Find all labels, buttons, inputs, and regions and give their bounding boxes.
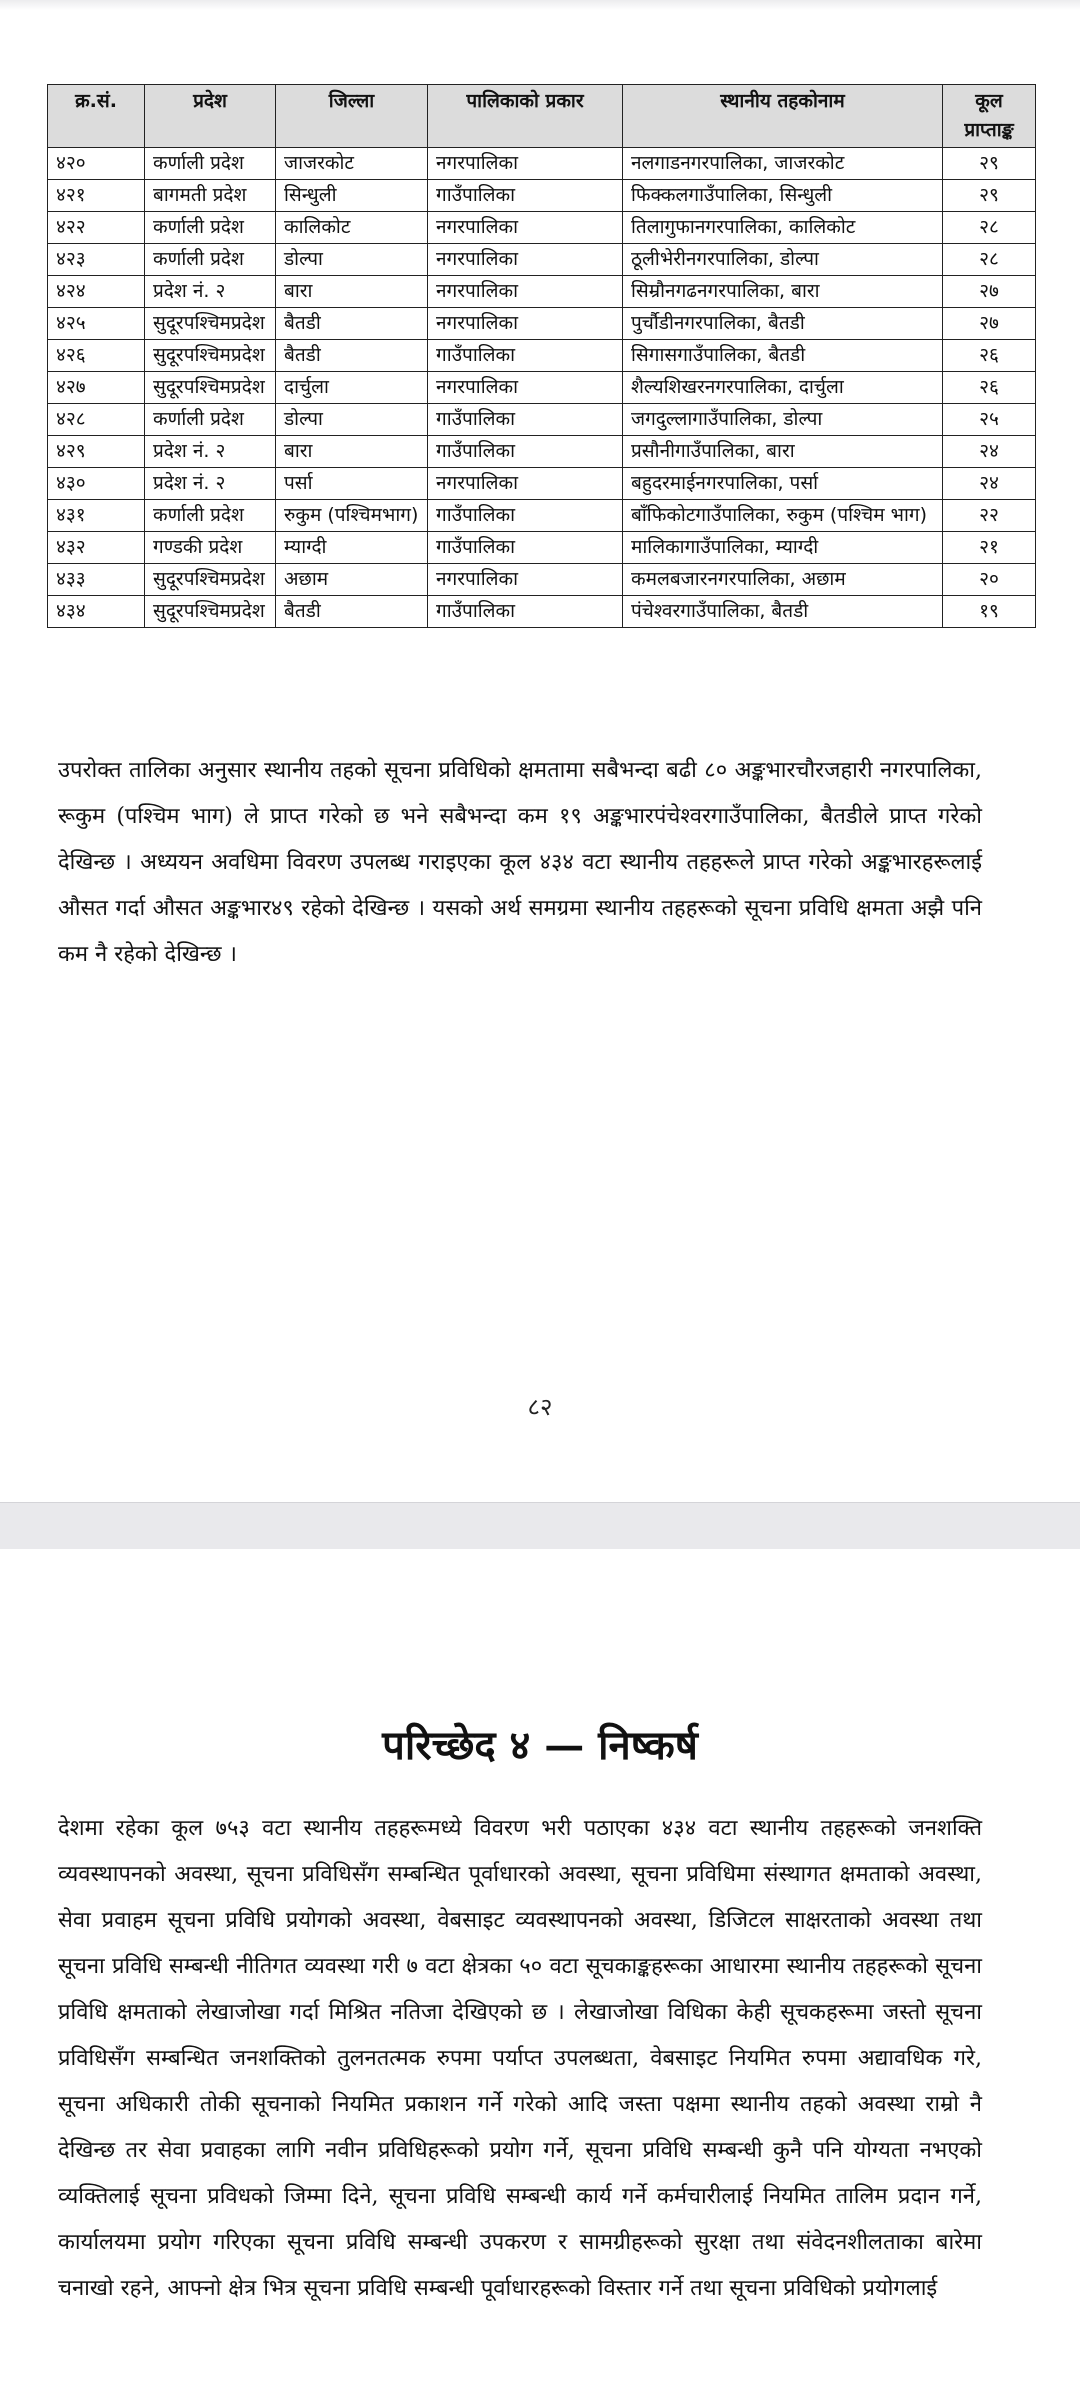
conclusion-paragraph: देशमा रहेका कूल ७५३ वटा स्थानीय तहहरूमध्ये विवरण भरी पठाएका ४३४ वटा स्थानीय तहहरूको जनशक्ति व्यवस्थापनको अवस्था, सूचना प्रविधिसँग सम्बन्धित पूर्वाधारको अवस्था, सूचना प्रविधिमा संस्थागत क्षमताको अवस्था, सेवा प्रवाहम सूचना प्रविधि प्रयोगको अवस्था, वेबसाइट व्यवस्थापनको अवस्था, डिजिटल साक्षरताको अवस्था तथा सूचना प्रविधि सम्बन्धी नीतिगत व्यवस्था गरी ७ वटा क्षेत्रका ५० वटा सूचकाङ्कहरूका आधारमा स्थानीय तहहरूको सूचना प्रविधि क्षमताको लेखाजोखा गर्दा मिश्रित नतिजा देखिएको छ । लेखाजोखा विधिका केही सूचकहरूमा जस्तो सूचना प्रविधिसँग सम्बन्धित जनशक्तिको तुलनतत्मक रुपमा पर्याप्त उपलब्धता, वेबसाइट नियमित रुपमा अद्यावधिक गरे, सूचना अधिकारी तोकी सूचनाको नियमित प्रकाशन गर्ने गरेको आदि जस्ता पक्षमा स्थानीय तहको अवस्था राम्रो नै देखिन्छ तर सेवा प्रवाहका लागि नवीन प्रविधिहरूको प्रयोग गर्ने, सूचना प्रविधि सम्बन्धी कुनै पनि योग्यता नभएको व्यक्तिलाई सूचना प्रविधको जिम्मा दिने, सूचना प्रविधि सम्बन्धी कार्य गर्ने कर्मचारीलाई नियमित तालिम प्रदान गर्ने, कार्यालयमा प्रयोग गरिएका सूचना प्रविधि सम्बन्धी उपकरण र सामग्रीहरूको सुरक्षा तथा संवेदनशीलताका बारेमा चनाखो रहने, आफ्नो क्षेत्र भित्र सूचना प्रविधि सम्बन्धी पूर्वाधारहरूको विस्तार गर्ने तथा सूचना प्रविधिको प्रयोगलाई <box>58 1816 982 2301</box>
cell-total-score: २१ <box>943 532 1036 564</box>
cell-district: बैतडी <box>276 340 428 372</box>
cell-serial: ४२४ <box>48 276 145 308</box>
cell-district: म्याग्दी <box>276 532 428 564</box>
cell-serial: ४२७ <box>48 372 145 404</box>
cell-province: कर्णाली प्रदेश <box>145 244 276 276</box>
cell-province: बागमती प्रदेश <box>145 180 276 212</box>
cell-province: कर्णाली प्रदेश <box>145 500 276 532</box>
cell-province: सुदूरपश्चिमप्रदेश <box>145 372 276 404</box>
table-header-row <box>48 85 1036 148</box>
cell-municipality-type: गाउँपालिका <box>428 596 623 628</box>
cell-local-level-name: मालिकागाउँपालिका, म्याग्दी <box>623 532 943 564</box>
cell-serial: ४२१ <box>48 180 145 212</box>
cell-local-level-name: तिलागुफानगरपालिका, कालिकोट <box>623 212 943 244</box>
table-row <box>48 436 1036 468</box>
cell-local-level-name: जगदुल्लागाउँपालिका, डोल्पा <box>623 404 943 436</box>
cell-total-score: २४ <box>943 436 1036 468</box>
cell-district: सिन्धुली <box>276 180 428 212</box>
cell-local-level-name: फिक्कलगाउँपालिका, सिन्धुली <box>623 180 943 212</box>
page-number: ८२ <box>527 1393 553 1421</box>
cell-district: डोल्पा <box>276 404 428 436</box>
cell-municipality-type: नगरपालिका <box>428 244 623 276</box>
table-row <box>48 564 1036 596</box>
cell-total-score: १९ <box>943 596 1036 628</box>
cell-local-level-name: पुर्चौडीनगरपालिका, बैतडी <box>623 308 943 340</box>
cell-local-level-name: ठूलीभेरीनगरपालिका, डोल्पा <box>623 244 943 276</box>
cell-municipality-type: नगरपालिका <box>428 372 623 404</box>
cell-total-score: २९ <box>943 180 1036 212</box>
table-row <box>48 276 1036 308</box>
cell-municipality-type: नगरपालिका <box>428 212 623 244</box>
cell-province: सुदूरपश्चिमप्रदेश <box>145 596 276 628</box>
cell-serial: ४३३ <box>48 564 145 596</box>
cell-local-level-name: नलगाडनगरपालिका, जाजरकोट <box>623 148 943 180</box>
document-page-2 <box>0 1549 1080 2400</box>
chapter-title: परिच्छेद ४ — निष्कर्ष <box>382 1721 698 1769</box>
cell-serial: ४३१ <box>48 500 145 532</box>
cell-province: प्रदेश नं. २ <box>145 276 276 308</box>
cell-serial: ४२२ <box>48 212 145 244</box>
cell-province: कर्णाली प्रदेश <box>145 212 276 244</box>
cell-municipality-type: गाउँपालिका <box>428 340 623 372</box>
table-row <box>48 372 1036 404</box>
cell-local-level-name: शैल्यशिखरनगरपालिका, दार्चुला <box>623 372 943 404</box>
header-municipality-type: पालिकाको प्रकार <box>428 85 623 148</box>
cell-local-level-name: पंचेश्वरगाउँपालिका, बैतडी <box>623 596 943 628</box>
cell-district: बारा <box>276 276 428 308</box>
cell-province: सुदूरपश्चिमप्रदेश <box>145 340 276 372</box>
cell-province: सुदूरपश्चिमप्रदेश <box>145 308 276 340</box>
cell-total-score: २० <box>943 564 1036 596</box>
cell-serial: ४२३ <box>48 244 145 276</box>
cell-district: जाजरकोट <box>276 148 428 180</box>
table-row <box>48 212 1036 244</box>
cell-province: प्रदेश नं. २ <box>145 436 276 468</box>
header-local-level-name: स्थानीय तहकोनाम <box>623 85 943 148</box>
table-row <box>48 148 1036 180</box>
cell-local-level-name: बहुदरमाईनगरपालिका, पर्सा <box>623 468 943 500</box>
local-level-score-table <box>47 84 1036 628</box>
table-row <box>48 596 1036 628</box>
cell-municipality-type: नगरपालिका <box>428 148 623 180</box>
cell-municipality-type: नगरपालिका <box>428 564 623 596</box>
cell-municipality-type: गाउँपालिका <box>428 436 623 468</box>
cell-total-score: २७ <box>943 276 1036 308</box>
cell-total-score: २६ <box>943 340 1036 372</box>
header-district: जिल्ला <box>276 85 428 148</box>
cell-local-level-name: प्रसौनीगाउँपालिका, बारा <box>623 436 943 468</box>
cell-municipality-type: गाउँपालिका <box>428 532 623 564</box>
cell-total-score: २८ <box>943 212 1036 244</box>
cell-total-score: २४ <box>943 468 1036 500</box>
cell-district: बैतडी <box>276 308 428 340</box>
cell-total-score: २६ <box>943 372 1036 404</box>
cell-total-score: २२ <box>943 500 1036 532</box>
cell-municipality-type: नगरपालिका <box>428 308 623 340</box>
summary-paragraph: उपरोक्त तालिका अनुसार स्थानीय तहको सूचना प्रविधिको क्षमतामा सबैभन्दा बढी ८० अङ्कभारचौरजहारी नगरपालिका, रूकुम (पश्चिम भाग) ले प्राप्त गरेको छ भने सबैभन्दा कम १९ अङ्कभारपंचेश्वरगाउँपालिका, बैतडीले प्राप्त गरेको देखिन्छ । अध्ययन अवधिमा विवरण उपलब्ध गराइएका कूल ४३४ वटा स्थानीय तहहरूले प्राप्त गरेको अङ्कभारहरूलाई औसत गर्दा औसत अङ्कभार४९ रहेको देखिन्छ । यसको अर्थ समग्रमा स्थानीय तहहरूको सूचना प्रविधि क्षमता अझै पनि कम नै रहेको देखिन्छ । <box>58 758 982 967</box>
table-row <box>48 468 1036 500</box>
cell-total-score: २७ <box>943 308 1036 340</box>
cell-local-level-name: सिम्रौनगढनगरपालिका, बारा <box>623 276 943 308</box>
cell-municipality-type: गाउँपालिका <box>428 404 623 436</box>
table-row <box>48 404 1036 436</box>
cell-province: कर्णाली प्रदेश <box>145 404 276 436</box>
cell-total-score: २९ <box>943 148 1036 180</box>
table-row <box>48 340 1036 372</box>
cell-district: बारा <box>276 436 428 468</box>
table-row <box>48 308 1036 340</box>
cell-serial: ४३० <box>48 468 145 500</box>
header-province: प्रदेश <box>145 85 276 148</box>
cell-municipality-type: नगरपालिका <box>428 276 623 308</box>
cell-total-score: २८ <box>943 244 1036 276</box>
page-separator <box>0 1502 1080 1550</box>
cell-province: कर्णाली प्रदेश <box>145 148 276 180</box>
cell-district: कालिकोट <box>276 212 428 244</box>
cell-district: रुकुम (पश्चिमभाग) <box>276 500 428 532</box>
cell-municipality-type: गाउँपालिका <box>428 180 623 212</box>
cell-province: प्रदेश नं. २ <box>145 468 276 500</box>
cell-serial: ४२६ <box>48 340 145 372</box>
cell-serial: ४२९ <box>48 436 145 468</box>
table-row <box>48 180 1036 212</box>
cell-serial: ४३४ <box>48 596 145 628</box>
cell-serial: ४२५ <box>48 308 145 340</box>
cell-local-level-name: कमलबजारनगरपालिका, अछाम <box>623 564 943 596</box>
cell-serial: ४३२ <box>48 532 145 564</box>
table-row <box>48 500 1036 532</box>
cell-district: दार्चुला <box>276 372 428 404</box>
header-serial: क्र.सं. <box>48 85 145 148</box>
cell-municipality-type: नगरपालिका <box>428 468 623 500</box>
cell-province: सुदूरपश्चिमप्रदेश <box>145 564 276 596</box>
cell-province: गण्डकी प्रदेश <box>145 532 276 564</box>
cell-district: अछाम <box>276 564 428 596</box>
cell-serial: ४२८ <box>48 404 145 436</box>
cell-total-score: २५ <box>943 404 1036 436</box>
cell-district: बैतडी <box>276 596 428 628</box>
cell-local-level-name: सिगासगाउँपालिका, बैतडी <box>623 340 943 372</box>
cell-local-level-name: बाँफिकोटगाउँपालिका, रुकुम (पश्चिम भाग) <box>623 500 943 532</box>
cell-district: पर्सा <box>276 468 428 500</box>
cell-municipality-type: गाउँपालिका <box>428 500 623 532</box>
cell-serial: ४२० <box>48 148 145 180</box>
table-row <box>48 532 1036 564</box>
page-top-shade <box>0 0 1080 10</box>
table-row <box>48 244 1036 276</box>
header-total-score: कूल प्राप्ताङ्क <box>943 85 1036 148</box>
cell-district: डोल्पा <box>276 244 428 276</box>
